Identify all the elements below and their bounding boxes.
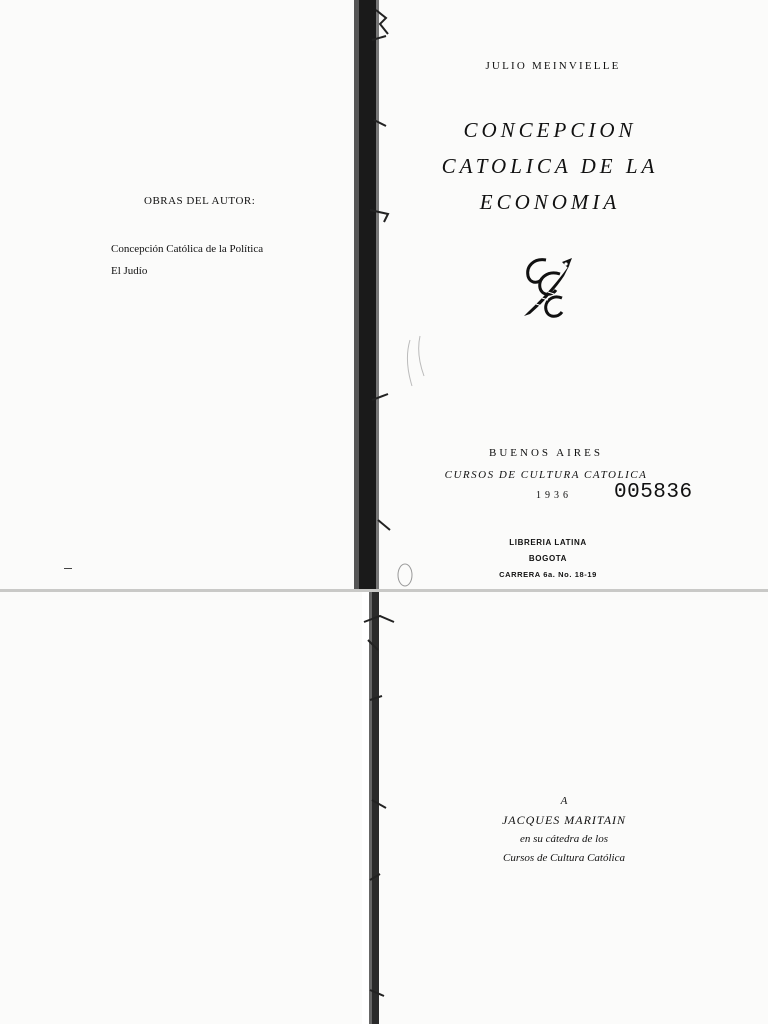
author-name: JULIO MEINVIELLE: [485, 60, 621, 72]
publisher-name: CURSOS DE CULTURA CATOLICA: [444, 469, 648, 481]
dedication-line: en su cátedra de los: [520, 833, 608, 845]
inventory-number: 005836: [614, 481, 693, 504]
works-heading: OBRAS DEL AUTOR:: [144, 195, 256, 207]
dedication-name: JACQUES MARITAIN: [501, 813, 627, 827]
title-line: ECONOMIA: [479, 190, 621, 214]
list-item: El Judío: [111, 265, 148, 277]
title-line: CONCEPCION: [463, 118, 637, 142]
stamp-line: BOGOTA: [528, 554, 568, 563]
works-list: [111, 238, 263, 282]
stamp-line: LIBRERIA LATINA: [509, 538, 587, 547]
stamp-line: CARRERA 6a. No. 18-19: [499, 570, 597, 579]
publication-city: BUENOS AIRES: [489, 447, 603, 459]
publication-year: 1936: [536, 490, 572, 501]
bookseller-stamp: [499, 535, 597, 583]
dedication-line: Cursos de Cultura Católica: [503, 852, 625, 864]
ccc-fish-monogram-icon: [516, 254, 576, 324]
title-line: CATOLICA DE LA: [441, 154, 659, 178]
book-title: [442, 112, 659, 220]
list-item: Concepción Católica de la Política: [111, 243, 264, 255]
dedication: [502, 792, 626, 868]
dedication-line: A: [560, 795, 568, 807]
